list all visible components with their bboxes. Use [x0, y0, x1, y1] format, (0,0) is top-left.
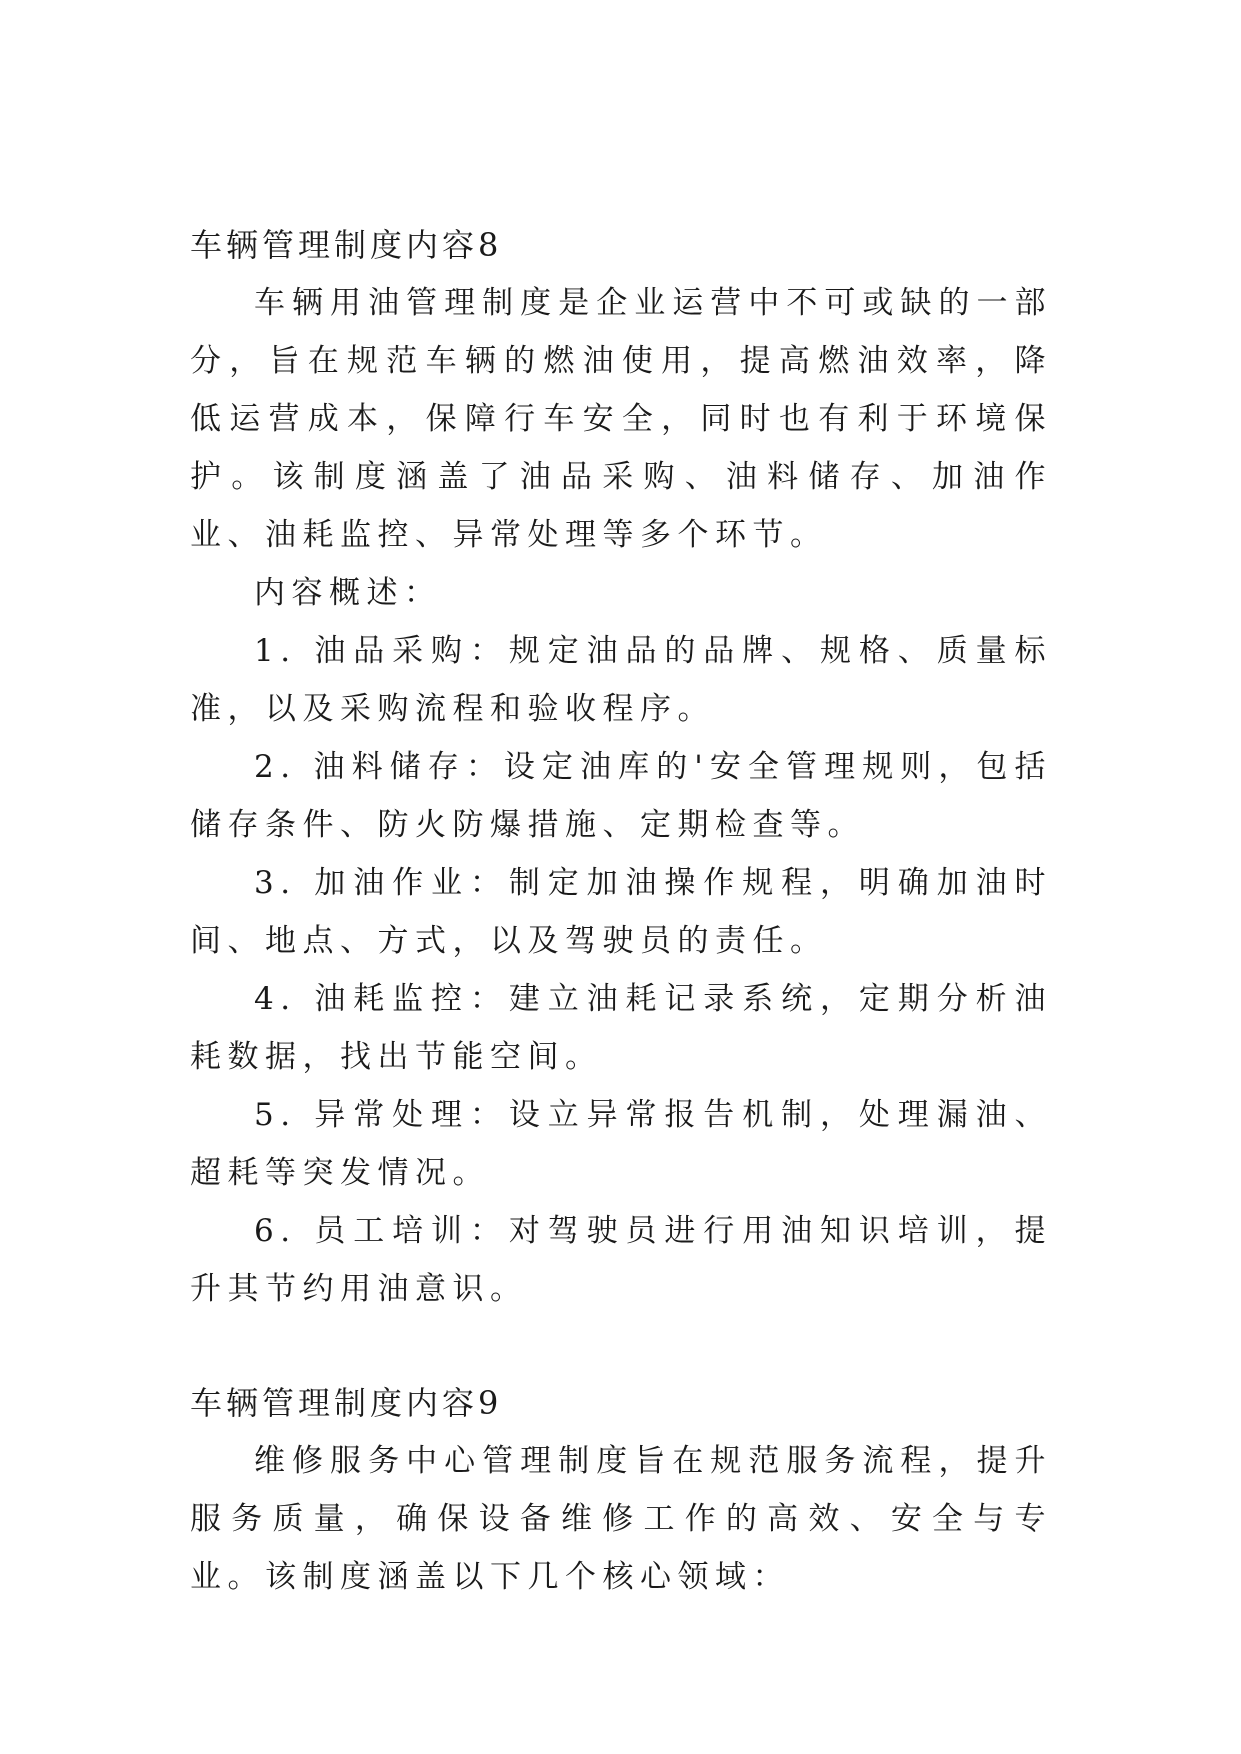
list-item: 5. 异常处理：设立异常报告机制，处理漏油、超耗等突发情况。: [190, 1097, 1052, 1191]
document-body: [190, 216, 1052, 1662]
list-item: 3. 加油作业：制定加油操作规程，明确加油时间、地点、方式，以及驾驶员的责任。: [190, 865, 1052, 959]
list-item: 1. 油品采购：规定油品的品牌、规格、质量标准，以及采购流程和验收程序。: [190, 633, 1052, 727]
section-9: [190, 1374, 1052, 1606]
list-item: 4. 油耗监控：建立油耗记录系统，定期分析油耗数据，找出节能空间。: [190, 981, 1052, 1075]
section-8: [190, 216, 1052, 1318]
intro-paragraph: 维修服务中心管理制度旨在规范服务流程，提升服务质量，确保设备维修工作的高效、安全与专业。该制度涵盖以下几个核心领域：: [190, 1443, 1052, 1595]
section-title: 车辆管理制度内容9: [190, 1384, 503, 1422]
intro-paragraph: 车辆用油管理制度是企业运营中不可或缺的一部分，旨在规范车辆的燃油使用，提高燃油效率，降低运营成本，保障行车安全，同时也有利于环境保护。该制度涵盖了油品采购、油料储存、加油作业、油耗监控、异常处理等多个环节。: [190, 285, 1052, 553]
list-item: 2. 油料储存：设定油库的'安全管理规则，包括储存条件、防火防爆措施、定期检查等。: [190, 749, 1052, 843]
overview-heading: 内容概述：: [254, 575, 442, 611]
section-title: 车辆管理制度内容8: [190, 226, 503, 264]
list-item: 6. 员工培训：对驾驶员进行用油知识培训，提升其节约用油意识。: [190, 1213, 1052, 1307]
